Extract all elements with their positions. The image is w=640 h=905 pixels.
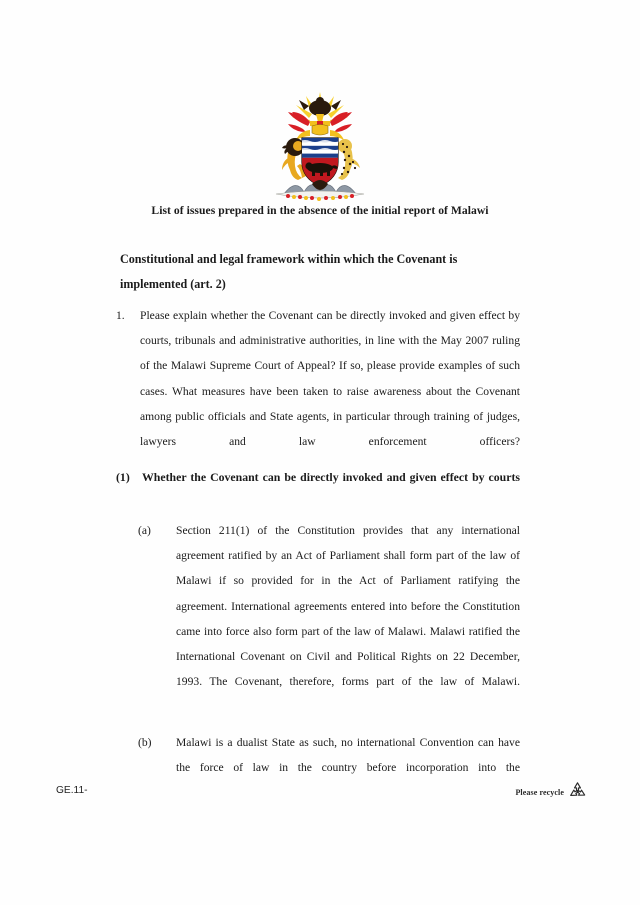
question-block xyxy=(116,303,520,479)
list-item-text: Section 211(1) of the Constitution provides that any international agreement ratified by an Act of Parliament shall form part of the law of Malawi if so provided for in the Act of Parliament ratifying the agreement. International agreements entered into before the Constitution came into force also form part of the law of Malawi. Malawi ratified the International Covenant on Civil and Political Rights on 22 December, 1993. The Covenant, therefore, forms part of the law of Malawi. xyxy=(176,524,520,689)
question-number: 1. xyxy=(116,309,125,322)
section-heading: Constitutional and legal framework within which the Covenant is implemented (art. 2) xyxy=(120,252,458,291)
sub-heading-text: Whether the Covenant can be directly invoked and given effect by courts xyxy=(142,470,520,484)
list-item xyxy=(138,518,520,720)
recycle-label: Please recycle xyxy=(515,788,564,797)
recycle-icon xyxy=(567,780,588,800)
list-item-label: (b) xyxy=(138,736,152,749)
list-item-label: (a) xyxy=(138,524,151,537)
document-symbol: GE.11- xyxy=(56,785,88,796)
sub-heading-block xyxy=(116,465,520,515)
recycle-notice xyxy=(515,785,588,800)
page-footer xyxy=(0,785,640,809)
sub-heading-number: (1) xyxy=(116,470,130,484)
emblem-container xyxy=(0,86,640,204)
question-text: Please explain whether the Covenant can be directly invoked and given effect by courts, tribunals and administrative authorities, in line with the May 2007 ruling of the Malawi Supreme Court of Appeal? If so, please provide examples of such cases. What measures have been taken to raise awareness about the Covenant among public officials and State agents, in particular through training of judges, lawyers and law enforcement officers? xyxy=(140,309,520,449)
coat-of-arms-of-malawi-icon xyxy=(254,86,386,204)
list-item-text: Malawi is a dualist State as such, no international Convention can have the force of law in the country before incorporation into the xyxy=(176,736,520,775)
page-title: List of issues prepared in the absence of the initial report of Malawi xyxy=(151,204,489,217)
